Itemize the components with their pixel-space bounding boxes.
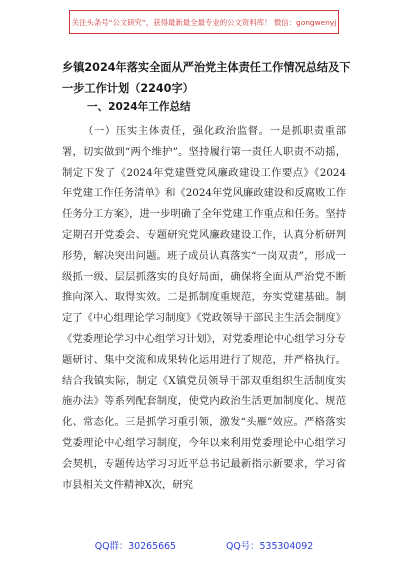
qq-number-text: QQ号：535304092 [226, 541, 314, 552]
body-paragraph: （一）压实主体责任，强化政治监督。一是抓职责重部署，切实做到“两个维护”。坚持履行第一责任人职责不动摇，制定下发了《2024年党建暨党风廉政建设工作要点》《2024年党建工作任务清单》和《2024年党风廉政建设和反腐败工作任务分工方案》，进一步明确了全年党建工作重点和任务。坚持定期召开党委会、专题研究党风廉政建设工作，认真分析研判形势，解决突出问题。班子成员认真落实“一岗双责”，形成一级抓一级、层层抓落实的良好局面，确保将全面从严治党不断推向深入、取得实效。二是抓制度重规范，夯实党建基础。制定了《中心组理论学习制度》《党政领导干部民主生活会制度》《党委理论学习中心组学习计划》，对党委理论中心组学习分专题研讨、集中交流和成果转化运用进行了规范，并严格执行。结合我镇实际，制定《X镇党员领导干部双重组织生活制度实施办法》等系列配套制度，使党内政治生活更加制度化、规范化、常态化。三是抓学习重引领，激发“头雁”效应。严格落实党委理论中心组学习制度，今年以来利用党委理论中心组学习会契机，专题传达学习习近平总书记最新指示新要求，学习省市县相关文件精神X次，研究 [62, 125, 346, 491]
promo-banner: 关注头条号“公文研究”，获得最新最全最专业的公文资料库！ 微信：gongwenyj [69, 10, 339, 34]
footer-contacts [0, 538, 408, 552]
section-heading: 一、2024年工作总结 [87, 101, 191, 113]
document-title: 乡镇2024年落实全面从严治党主体责任工作情况总结及下一步工作计划（2240字） [62, 61, 351, 95]
qq-group-text: QQ群：30265665 [94, 541, 177, 552]
